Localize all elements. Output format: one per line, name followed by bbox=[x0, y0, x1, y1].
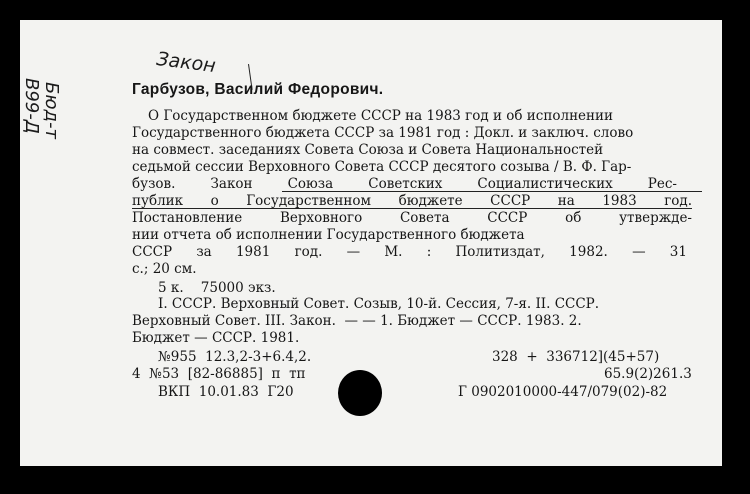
subject-tracing-line: Верховный Совет. III. Закон. — — 1. Бюджет — СССР. 1983. 2. bbox=[132, 313, 582, 329]
description-line: Постановление Верховного Совета СССР об утвержде- bbox=[132, 210, 692, 226]
description-line: бузов. Закон Союза Советских Социалистических Рес- bbox=[132, 176, 677, 192]
publisher-code: Г 0902010000-447/079(02)-82 bbox=[458, 384, 668, 400]
vkp-date: ВКП 10.01.83 Г20 bbox=[158, 384, 294, 400]
handwritten-note-top: Закон bbox=[155, 48, 217, 78]
description-line: СССР за 1981 год. — М. : Политиздат, 1982. — 31 bbox=[132, 244, 687, 260]
description-line: Государственного бюджета СССР за 1981 год : Докл. и заключ. слово bbox=[132, 125, 634, 141]
subject-tracing-line: I. СССР. Верховный Совет. Созыв, 10-й. Сессия, 7-я. II. СССР. bbox=[158, 296, 600, 312]
udc-index: 328 + 336712](45+57) bbox=[492, 349, 660, 365]
description-line: публик о Государственном бюджете СССР на 1983 год. bbox=[132, 193, 692, 209]
print-run: 5 к. 75000 экз. bbox=[158, 280, 276, 296]
registration-number: №955 12.3,2-3+6.4,2. bbox=[158, 349, 312, 365]
bbk-index: 65.9(2)261.3 bbox=[604, 366, 692, 382]
handwritten-margin-note-2: Бюд-т bbox=[41, 82, 62, 139]
description-line: нии отчета об исполнении Государственного бюджета bbox=[132, 227, 525, 243]
description-line: с.; 20 см. bbox=[132, 261, 197, 277]
author-heading: Гарбузов, Василий Федорович. bbox=[132, 81, 384, 98]
catalog-card bbox=[20, 20, 722, 466]
description-line: на совмест. заседаниях Совета Союза и Совета Национальностей bbox=[132, 142, 604, 158]
handwritten-margin-note: В99-Д bbox=[21, 78, 42, 134]
ink-stamp bbox=[338, 370, 382, 416]
description-line: О Государственном бюджете СССР на 1983 год и об исполнении bbox=[148, 108, 614, 124]
description-line: седьмой сессии Верховного Совета СССР десятого созыва / В. Ф. Гар- bbox=[132, 159, 632, 175]
card-order-number: 4 №53 [82-86885] п тп bbox=[132, 366, 306, 382]
pen-underline bbox=[282, 191, 702, 192]
pen-underline bbox=[132, 208, 692, 209]
subject-tracing-line: Бюджет — СССР. 1981. bbox=[132, 330, 300, 346]
